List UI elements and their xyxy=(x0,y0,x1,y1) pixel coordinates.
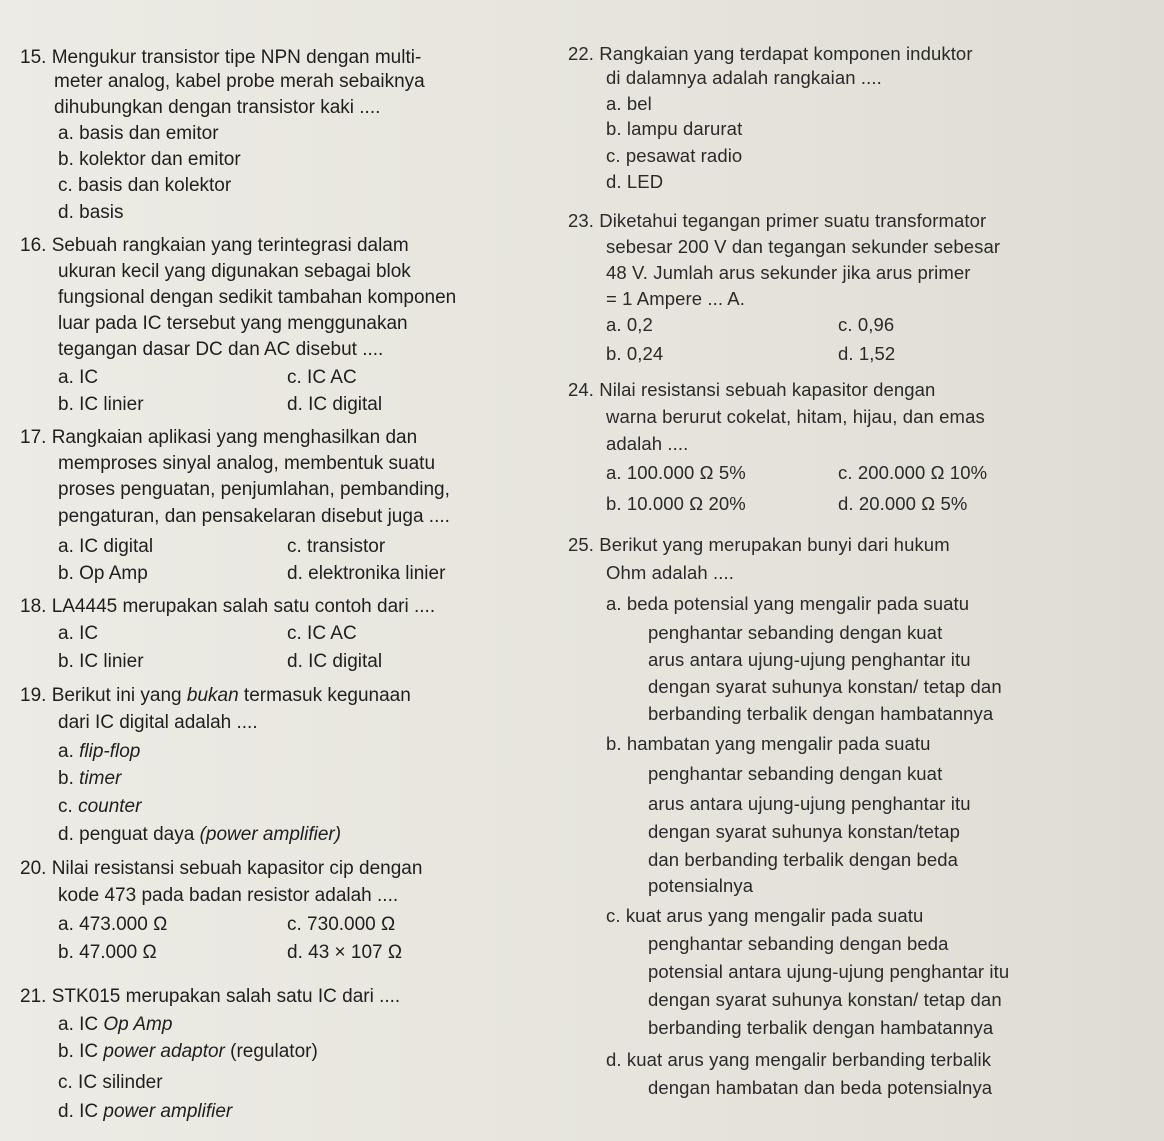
q21-option-b xyxy=(58,1040,318,1064)
q16-option-c: c. IC AC xyxy=(287,367,357,388)
q18-option-a: a. IC xyxy=(58,623,99,644)
q19-option-d-text: (power amplifier) xyxy=(199,824,342,845)
q19-line-1 xyxy=(20,684,411,708)
q20-option-b: b. 47.000 Ω xyxy=(58,942,157,963)
q25-option-a-line-3: arus antara ujung-ujung penghantar itu xyxy=(648,649,971,670)
q24-line-2: warna berurut cokelat, hitam, hijau, dan emas xyxy=(606,406,985,427)
q21-option-b-label: b. IC xyxy=(58,1041,104,1062)
q21-option-b-text: power adaptor xyxy=(103,1041,225,1062)
q16-line-1: 16. Sebuah rangkaian yang terintegrasi dalam xyxy=(20,235,409,256)
q24-option-b: b. 10.000 Ω 20% xyxy=(606,493,746,514)
q24-option-c: c. 200.000 Ω 10% xyxy=(838,462,988,483)
q19-option-b-label: b. xyxy=(58,768,80,789)
q22-line-2: di dalamnya adalah rangkaian .... xyxy=(606,67,882,88)
q22-option-c: c. pesawat radio xyxy=(606,145,743,166)
q24-line-1: 24. Nilai resistansi sebuah kapasitor dengan xyxy=(568,379,936,400)
q19-option-a-text: flip-flop xyxy=(79,741,141,762)
q21-option-a-label: a. IC xyxy=(58,1014,104,1035)
q25-option-b-line-4: dengan syarat suhunya konstan/tetap xyxy=(648,821,961,842)
q15-line-1: 15. Mengukur transistor tipe NPN dengan multi- xyxy=(20,47,422,68)
q23-line-3: 48 V. Jumlah arus sekunder jika arus primer xyxy=(606,262,971,283)
q25-option-b-line-1: b. hambatan yang mengalir pada suatu xyxy=(606,733,931,754)
q25-option-c-line-2: penghantar sebanding dengan beda xyxy=(648,933,949,954)
q21-option-a xyxy=(58,1013,172,1037)
q17-line-3: proses penguatan, penjumlahan, pembanding, xyxy=(58,479,450,500)
q21-option-d-text: power amplifier xyxy=(103,1101,233,1122)
q25-line-1: 25. Berikut yang merupakan bunyi dari hukum xyxy=(568,534,950,555)
q25-option-b-line-6: potensialnya xyxy=(648,875,754,896)
q25-option-c-line-3: potensial antara ujung-ujung penghantar itu xyxy=(648,961,1010,982)
q19-option-c-text: counter xyxy=(78,796,142,817)
q19-option-d xyxy=(58,823,341,847)
q19-option-a xyxy=(58,740,140,764)
q25-option-c-line-4: dengan syarat suhunya konstan/ tetap dan xyxy=(648,989,1002,1010)
q19-line-2: dari IC digital adalah .... xyxy=(58,712,258,733)
q24-option-d: d. 20.000 Ω 5% xyxy=(838,493,968,514)
q23-option-d: d. 1,52 xyxy=(838,343,896,364)
q16-line-4: luar pada IC tersebut yang menggunakan xyxy=(58,313,408,334)
q25-option-c-line-1: c. kuat arus yang mengalir pada suatu xyxy=(606,905,924,926)
q15-option-b: b. kolektor dan emitor xyxy=(58,149,241,170)
q21-option-a-text: Op Amp xyxy=(103,1014,173,1035)
q19-option-c xyxy=(58,795,141,819)
q23-line-1: 23. Diketahui tegangan primer suatu transformator xyxy=(568,210,987,231)
q25-option-a-line-2: penghantar sebanding dengan kuat xyxy=(648,622,943,643)
q18-option-d: d. IC digital xyxy=(287,651,383,672)
q17-line-1: 17. Rangkaian aplikasi yang menghasilkan dan xyxy=(20,427,418,448)
q19-line-1-emph: bukan xyxy=(186,685,239,706)
q20-option-d: d. 43 × 107 Ω xyxy=(287,942,403,963)
q17-option-b: b. Op Amp xyxy=(58,563,148,584)
q25-option-b-line-5: dan berbanding terbalik dengan beda xyxy=(648,849,959,870)
q20-line-1: 20. Nilai resistansi sebuah kapasitor cip dengan xyxy=(20,858,423,879)
q20-option-c: c. 730.000 Ω xyxy=(287,914,396,935)
q19-option-c-label: c. xyxy=(58,796,79,817)
q17-line-2: memproses sinyal analog, membentuk suatu xyxy=(58,453,436,474)
q21-line-1: 21. STK015 merupakan salah satu IC dari .... xyxy=(20,986,401,1007)
q17-option-c: c. transistor xyxy=(287,536,386,557)
q15-line-3: dihubungkan dengan transistor kaki .... xyxy=(54,97,381,118)
q25-option-a-line-1: a. beda potensial yang mengalir pada suatu xyxy=(606,593,970,614)
q22-option-d: d. LED xyxy=(606,171,664,192)
q15-line-2: meter analog, kabel probe merah sebaiknya xyxy=(54,71,425,92)
q22-line-1: 22. Rangkaian yang terdapat komponen induktor xyxy=(568,43,973,64)
q16-option-b: b. IC linier xyxy=(58,394,144,415)
q17-option-a: a. IC digital xyxy=(58,536,154,557)
q15-option-a: a. basis dan emitor xyxy=(58,123,219,144)
q25-line-2: Ohm adalah .... xyxy=(606,562,734,583)
q16-line-3: fungsional dengan sedikit tambahan komponen xyxy=(58,287,457,308)
q22-option-a: a. bel xyxy=(606,93,652,114)
q18-option-b: b. IC linier xyxy=(58,651,144,672)
q19-option-d-label: d. penguat daya xyxy=(58,824,200,845)
q17-line-4: pengaturan, dan pensakelaran disebut juga .... xyxy=(58,506,450,527)
q19-option-a-label: a. xyxy=(58,741,80,762)
q23-line-2: sebesar 200 V dan tegangan sekunder sebesar xyxy=(606,236,1001,257)
q25-option-a-line-4: dengan syarat suhunya konstan/ tetap dan xyxy=(648,676,1002,697)
q16-option-d: d. IC digital xyxy=(287,394,383,415)
q25-option-a-line-5: berbanding terbalik dengan hambatannya xyxy=(648,703,994,724)
q23-option-b: b. 0,24 xyxy=(606,343,664,364)
q25-option-d-line-1: d. kuat arus yang mengalir berbanding terbalik xyxy=(606,1049,992,1070)
q25-option-b-line-3: arus antara ujung-ujung penghantar itu xyxy=(648,793,971,814)
q20-line-2: kode 473 pada badan resistor adalah .... xyxy=(58,885,399,906)
q21-option-d xyxy=(58,1100,232,1124)
q18-line-1: 18. LA4445 merupakan salah satu contoh dari .... xyxy=(20,596,436,617)
q19-option-b xyxy=(58,767,121,791)
q16-option-a: a. IC xyxy=(58,367,99,388)
q23-option-a: a. 0,2 xyxy=(606,314,653,335)
q23-option-c: c. 0,96 xyxy=(838,314,895,335)
q15-option-d: d. basis xyxy=(58,202,124,223)
q16-line-5: tegangan dasar DC dan AC disebut .... xyxy=(58,339,384,360)
q18-option-c: c. IC AC xyxy=(287,623,357,644)
q20-option-a: a. 473.000 Ω xyxy=(58,914,168,935)
q25-option-d-line-2: dengan hambatan dan beda potensialnya xyxy=(648,1077,993,1098)
q22-option-b: b. lampu darurat xyxy=(606,118,743,139)
q21-option-d-label: d. IC xyxy=(58,1101,104,1122)
q19-option-b-text: timer xyxy=(79,768,122,789)
q16-line-2: ukuran kecil yang digunakan sebagai blok xyxy=(58,261,411,282)
q21-option-b-tail: (regulator) xyxy=(224,1041,318,1062)
q21-option-c: c. IC silinder xyxy=(58,1072,163,1093)
q15-option-c: c. basis dan kolektor xyxy=(58,175,232,196)
q19-line-1-c: termasuk kegunaan xyxy=(238,685,411,706)
q25-option-b-line-2: penghantar sebanding dengan kuat xyxy=(648,763,943,784)
q24-option-a: a. 100.000 Ω 5% xyxy=(606,462,746,483)
q23-line-4: = 1 Ampere ... A. xyxy=(606,288,745,309)
q24-line-3: adalah .... xyxy=(606,433,689,454)
q17-option-d: d. elektronika linier xyxy=(287,563,446,584)
q25-option-c-line-5: berbanding terbalik dengan hambatannya xyxy=(648,1017,994,1038)
q19-line-1-a: 19. Berikut ini yang xyxy=(20,685,187,706)
